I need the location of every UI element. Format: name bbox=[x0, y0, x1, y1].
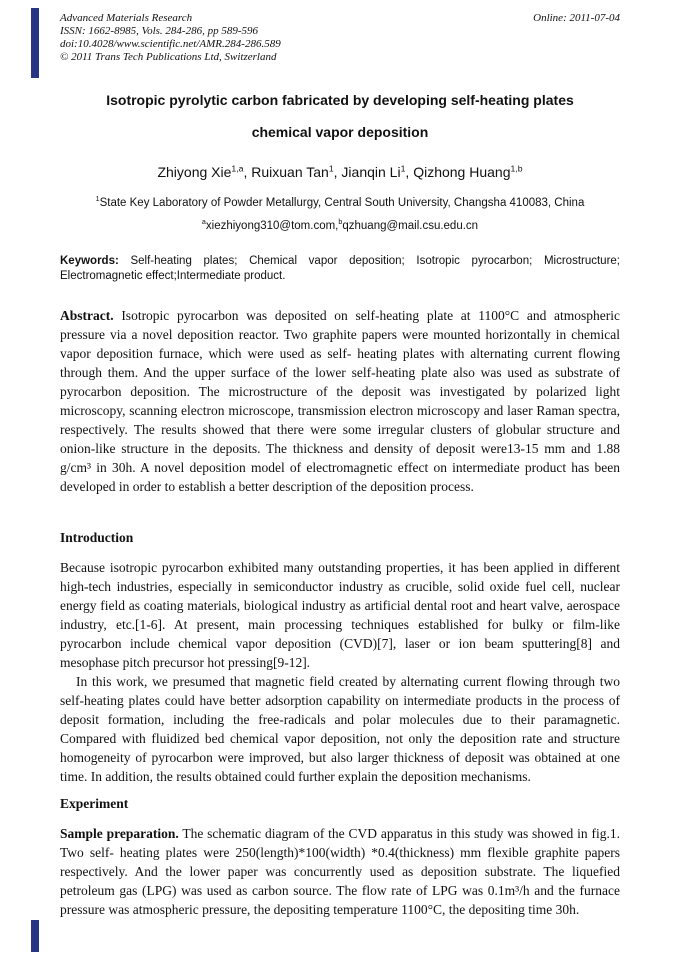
keywords-line bbox=[60, 254, 620, 284]
affiliation-text: State Key Laboratory of Powder Metallurgy, Central South University, Changsha 410083, China bbox=[99, 197, 585, 209]
author-separator: , bbox=[243, 164, 252, 180]
author-superscript: 1,a bbox=[231, 163, 244, 174]
author-name: Jianqin Li bbox=[341, 164, 401, 180]
sample-preparation-label: Sample preparation. bbox=[60, 826, 179, 841]
author-name: Zhiyong Xie bbox=[157, 164, 232, 180]
emails-line bbox=[60, 220, 620, 232]
affiliation-line bbox=[60, 197, 620, 209]
email-superscript-b: b bbox=[338, 218, 343, 227]
sample-preparation-paragraph bbox=[60, 824, 620, 919]
paper-title-line1: Isotropic pyrolytic carbon fabricated by developing self-heating plates bbox=[106, 92, 574, 108]
affiliation-superscript: 1 bbox=[95, 195, 100, 204]
author-separator: , bbox=[405, 164, 414, 180]
journal-header bbox=[60, 12, 620, 64]
author-separator: , bbox=[333, 164, 342, 180]
issn-volume-pages-line: ISSN: 1662-8985, Vols. 284-286, pp 589-596 bbox=[60, 25, 258, 37]
author-superscript: 1 bbox=[328, 163, 334, 174]
authors-line bbox=[60, 164, 620, 180]
introduction-paragraph-1: Because isotropic pyrocarbon exhibited many outstanding properties, it has been applied in different high-tech industries, especially in semiconductor industry as crucible, solid oxide fuel cell, nuclear energy field as coating materials, biological industry as artificial dental root and heart valve, aerospace industry, etc.[1-6]. At present, main processing techniques established for bulky or film-like pyrocarbon include chemical vapor deposition (CVD)[7], laser or ion beam sputtering[8] and mesophase pitch precursor hot pressing[9-12]. bbox=[60, 560, 620, 670]
journal-header-left bbox=[60, 12, 281, 64]
page-edge-accent-bar-top bbox=[31, 8, 39, 78]
copyright-line: © 2011 Trans Tech Publications Ltd, Switzerland bbox=[60, 51, 277, 63]
abstract-label: Abstract. bbox=[60, 308, 114, 323]
journal-name: Advanced Materials Research bbox=[60, 12, 193, 24]
email-superscript-a: a bbox=[201, 218, 206, 227]
author-superscript: 1,b bbox=[510, 163, 523, 174]
page-edge-accent-bar-bottom bbox=[31, 920, 39, 952]
author-superscript: 1 bbox=[400, 163, 406, 174]
online-date: Online: 2011-07-04 bbox=[533, 12, 620, 24]
keywords-label: Keywords: bbox=[60, 255, 119, 267]
author-name: Qizhong Huang bbox=[413, 164, 511, 180]
keywords-text: Self-heating plates; Chemical vapor deposition; Isotropic pyrocarbon; Microstructure; Electromagnetic effect;Intermediate product. bbox=[60, 255, 620, 282]
doi-line: doi:10.4028/www.scientific.net/AMR.284-286.589 bbox=[60, 38, 281, 50]
section-heading-introduction: Introduction bbox=[60, 530, 134, 545]
email-address-a: xiezhiyong310@tom.com, bbox=[205, 220, 339, 232]
section-heading-experiment: Experiment bbox=[60, 796, 129, 811]
paper-title-line2: chemical vapor deposition bbox=[251, 124, 429, 140]
author-name: Ruixuan Tan bbox=[251, 164, 329, 180]
email-address-b: qzhuang@mail.csu.edu.cn bbox=[342, 220, 479, 232]
abstract-text: Isotropic pyrocarbon was deposited on self-heating plate at 1100°C and atmospheric pressure via a novel deposition reactor. Two graphite papers were mounted horizontally in chemical vapor deposition furnace, which were used as self- heating plates with alternating current flowing through them. And the upper surface of the lower self-heating plate also was used as substrate of pyrocarbon deposition. The microstructure of the deposit was investigated by polarized light microscopy, scanning electron microscope, transmission electron microscopy and laser Raman spectra, respectively. The results showed that there were some irregular clusters of globular structure and onion-like structure in the deposits. The thickness and density of deposit were13-15 mm and 1.88 g/cm³ in 30h. A novel deposition model of electromagnetic effect on intermediate product has been developed in order to establish a better description of the deposition process. bbox=[60, 308, 620, 494]
abstract-paragraph bbox=[60, 306, 620, 496]
page-content bbox=[60, 12, 620, 919]
introduction-paragraph-2: In this work, we presumed that magnetic field created by alternating current flowing through two self-heating plates could have better adsorption capability on intermediate products in the process of deposit formation, including the free-radicals and polar molecules due to their paramagnetic. Compared with fluidized bed chemical vapor deposition, not only the deposition rate and structure homogeneity of pyrocarbon were improved, but also larger thickness of deposit was obtained at one time. In addition, the results obtained could further explain the deposition mechanisms. bbox=[60, 674, 620, 784]
sample-preparation-text: The schematic diagram of the CVD apparatus in this study was showed in fig.1. Two self- heating plates were 250(length)*100(width) *0.4(thickness) mm flexible graphite papers respectively. And the lower paper was concurrently used as deposition substrate. The liquefied petroleum gas (LPG) was used as carbon source. The flow rate of LPG was 0.1m³/h and the furnace pressure was atmospheric pressure, the depositing temperature 1100°C, the depositing time 30h. bbox=[60, 826, 620, 917]
